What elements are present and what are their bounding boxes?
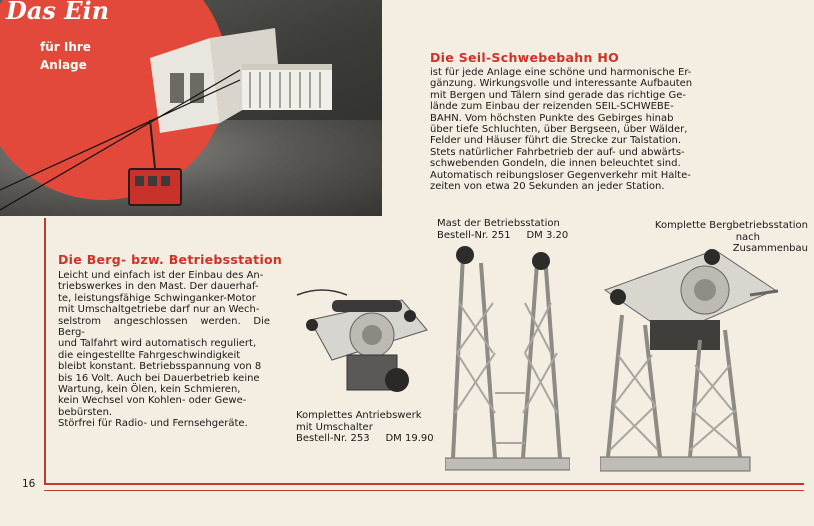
frame-left-line (44, 218, 46, 483)
photo-subtitle-line1: für Ihre (40, 40, 91, 54)
mast-caption (437, 218, 568, 241)
gondola (128, 168, 182, 206)
mast-caption-line1: Mast der Betriebsstation (437, 218, 560, 229)
photo-title: Das Ein (6, 0, 110, 25)
section1-line: Automatisch reibungsloser Gegenverkehr mit Halte- (430, 169, 691, 181)
section2-line: bleibt konstant. Betriebsspannung von 8 (58, 361, 262, 373)
frame-bottom-line-thin (44, 490, 804, 491)
drive-caption (296, 410, 434, 445)
section1-line: über tiefe Schluchten, über Bergseen, über Wälder, (430, 124, 688, 136)
section1-line: Stets natürlicher Fahrbetrieb der auf- und abwärts- (430, 146, 685, 158)
section1-line: schwebenden Gondeln, die innen beleuchtet sind. (430, 158, 681, 170)
section1-line: Felder und Häuser führt die Strecke zur Talstation. (430, 135, 682, 147)
photo-subtitle-line2: Anlage (40, 58, 87, 72)
section1-line: lände zum Einbau der reizenden SEIL-SCHWEBE- (430, 101, 674, 113)
mast-caption-price: Bestell-Nr. 251 DM 3.20 (437, 229, 569, 241)
section2-line: bebürsten. (58, 406, 113, 418)
drive-caption-line2: mit Umschalter (296, 421, 373, 433)
section2-line: triebswerkes in den Mast. Der dauerhaf- (58, 281, 259, 293)
station-caption-line3: Zusammenbau (732, 243, 808, 254)
section2-line: und Talfahrt wird automatisch reguliert, (58, 338, 257, 350)
mast-image (445, 243, 570, 473)
station-caption-line2: nach (735, 231, 760, 243)
section2-line: die eingestellte Fahrgeschwindigkeit (58, 349, 241, 361)
section1-body (430, 67, 712, 192)
drive-caption-price: Bestell-Nr. 253 DM 19.90 (296, 433, 434, 444)
section1-line: BAHN. Vom höchsten Punkte des Gebirges hinab (430, 112, 674, 124)
section2-title: Die Berg- bzw. Betriebsstation (58, 252, 283, 267)
section1-line: ist für jede Anlage eine schöne und harmonische Er- (430, 67, 692, 78)
section2-line: bis 16 Volt. Auch bei Dauerbetrieb keine (58, 372, 260, 384)
cable-car-photo (0, 0, 382, 216)
station-caption-line1: Komplette Bergbetriebsstation (654, 220, 808, 231)
section1-title: Die Seil-Schwebebahn HO (430, 50, 620, 65)
section2-line: selstrom angeschlossen werden. Die Berg- (58, 315, 270, 339)
cable-lines (0, 0, 382, 216)
section1-line: mit Bergen und Tälern sind gerade das richtige Ge- (430, 89, 686, 101)
section2-line: Störfrei für Radio- und Fernsehgeräte. (58, 418, 248, 430)
section1-line: zeiten von etwa 20 Sekunden an jeder Station. (430, 181, 665, 193)
drive-caption-line1: Komplettes Antriebswerk (296, 410, 422, 421)
section2-line: mit Umschaltgetriebe darf nur an Wech- (58, 304, 260, 316)
complete-station-image (600, 245, 785, 473)
page-number: 16 (22, 478, 36, 490)
section1-line: gänzung. Wirkungsvolle und interessante Aufbauten (430, 78, 693, 90)
section2-body (58, 270, 270, 430)
section2-line: kein Wechsel von Kohlen- oder Gewe- (58, 395, 247, 407)
section2-line: Leicht und einfach ist der Einbau des An- (58, 270, 264, 281)
frame-bottom-line (44, 483, 804, 485)
section2-line: Wartung, kein Ölen, kein Schmieren, (58, 384, 241, 396)
drive-unit-image (292, 280, 432, 405)
section2-line: te, leistungsfähige Schwinganker-Motor (58, 292, 256, 304)
